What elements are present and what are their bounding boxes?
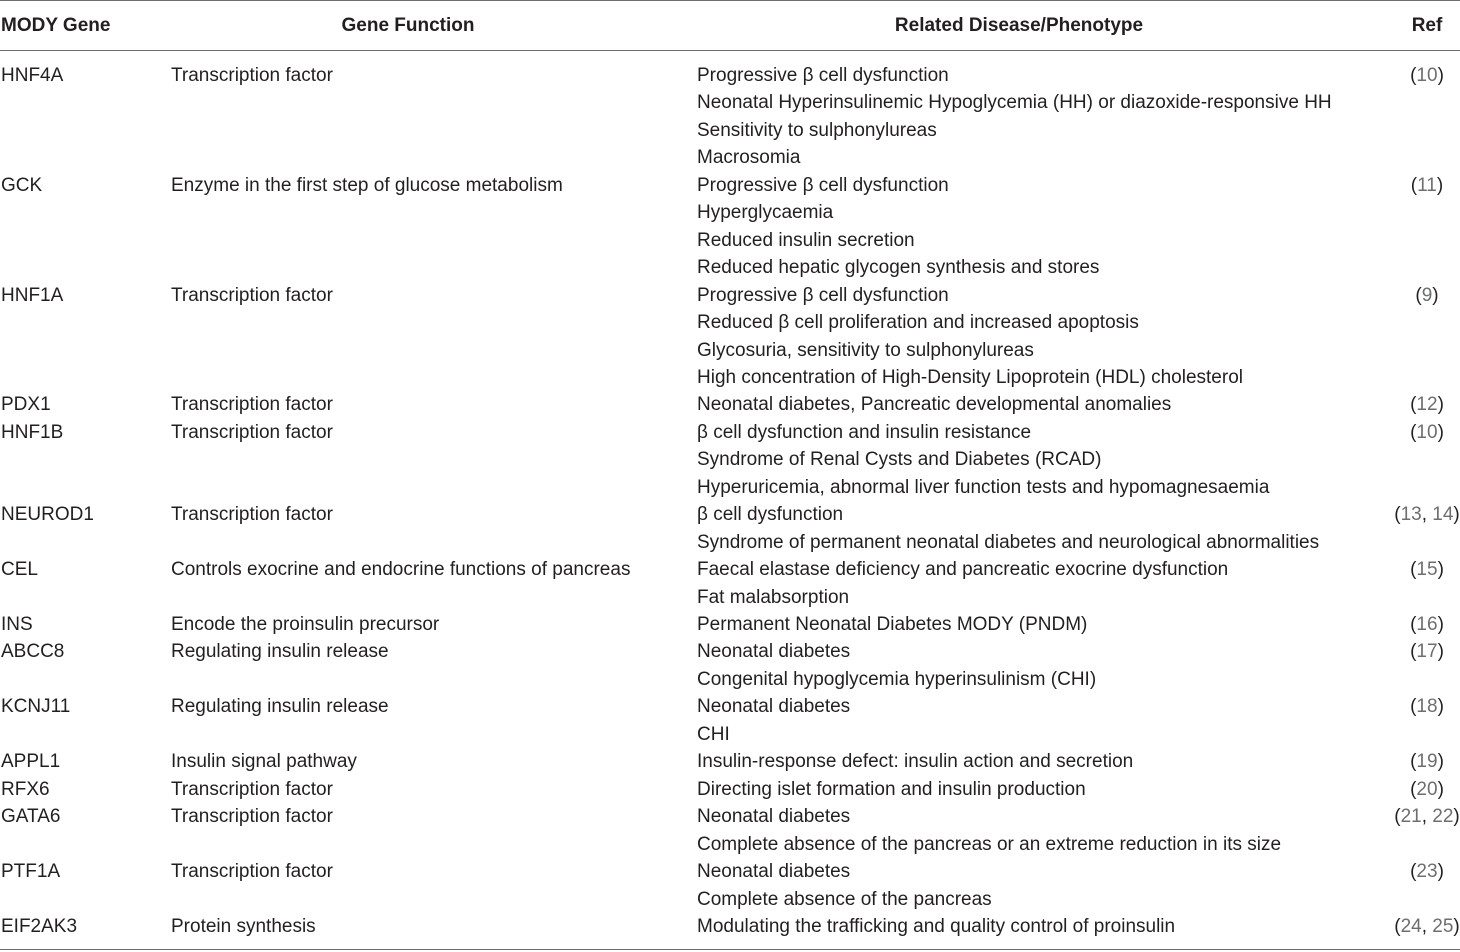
function-cell: Encode the proinsulin precursor <box>171 614 440 635</box>
ref-cell: (15) <box>1410 559 1444 581</box>
reference-link[interactable]: 18 <box>1416 696 1438 718</box>
disease-line: Permanent Neonatal Diabetes MODY (PNDM) <box>697 614 1088 635</box>
disease-line: Congenital hypoglycemia hyperinsulinism (CHI) <box>697 668 1097 690</box>
disease-line: Fat malabsorption <box>697 586 850 608</box>
disease-line: Neonatal diabetes <box>697 696 851 718</box>
gene-cell: KCNJ11 <box>1 696 71 718</box>
ref-cell: (23) <box>1410 861 1444 883</box>
disease-line: High concentration of High-Density Lipoprotein (HDL) cholesterol <box>697 366 1243 388</box>
ref-cell: (16) <box>1410 614 1444 635</box>
disease-line: Reduced β cell proliferation and increased apoptosis <box>697 312 1139 334</box>
disease-line: Progressive β cell dysfunction <box>697 284 949 306</box>
ref-cell: (9) <box>1415 284 1439 306</box>
disease-line: Sensitivity to sulphonylureas <box>697 119 937 141</box>
gene-cell: PTF1A <box>1 861 61 883</box>
function-cell: Transcription factor <box>171 778 333 800</box>
function-cell: Regulating insulin release <box>171 696 389 718</box>
function-cell: Transcription factor <box>171 394 333 416</box>
disease-line: Neonatal Hyperinsulinemic Hypoglycemia (HH) or diazoxide-responsive HH <box>697 92 1332 114</box>
header-ref: Ref <box>1411 15 1443 36</box>
reference-link[interactable]: 13 <box>1400 504 1422 526</box>
ref-cell: (17) <box>1410 641 1444 663</box>
disease-line: Complete absence of the pancreas <box>697 888 992 910</box>
reference-link[interactable]: 15 <box>1416 559 1438 581</box>
function-cell: Controls exocrine and endocrine functions of pancreas <box>171 559 631 581</box>
header-related-disease: Related Disease/Phenotype <box>894 15 1144 36</box>
disease-line: Faecal elastase deficiency and pancreatic exocrine dysfunction <box>697 559 1229 581</box>
bottom-rule <box>0 949 1460 950</box>
function-cell: Enzyme in the first step of glucose metabolism <box>171 174 563 196</box>
ref-cell: (21, 22) <box>1394 806 1460 828</box>
ref-cell: (10) <box>1410 65 1444 86</box>
disease-line: Neonatal diabetes <box>697 641 851 663</box>
disease-line: Syndrome of permanent neonatal diabetes and neurological abnormalities <box>697 531 1320 553</box>
reference-link[interactable]: 19 <box>1416 751 1438 773</box>
gene-cell: HNF4A <box>1 65 64 86</box>
gene-cell: ABCC8 <box>1 641 65 663</box>
function-cell: Transcription factor <box>171 421 333 443</box>
disease-line: Complete absence of the pancreas or an extreme reduction in its size <box>697 833 1282 855</box>
reference-link[interactable]: 16 <box>1416 614 1438 635</box>
reference-link[interactable]: 21 <box>1400 806 1422 828</box>
reference-link[interactable]: 17 <box>1416 641 1438 663</box>
disease-line: Neonatal diabetes <box>697 806 851 828</box>
disease-line: Neonatal diabetes, Pancreatic developmental anomalies <box>697 394 1172 416</box>
reference-link[interactable]: 11 <box>1417 174 1437 196</box>
disease-line: Macrosomia <box>697 147 801 169</box>
reference-link[interactable]: 12 <box>1416 394 1438 416</box>
header-gene-function: Gene Function <box>341 15 475 36</box>
function-cell: Transcription factor <box>171 861 333 883</box>
disease-line: Insulin-response defect: insulin action and secretion <box>697 751 1134 773</box>
gene-cell: GCK <box>1 174 43 196</box>
function-cell: Regulating insulin release <box>171 641 389 663</box>
function-cell: Transcription factor <box>171 504 333 526</box>
disease-line: Directing islet formation and insulin production <box>697 778 1086 800</box>
disease-line: β cell dysfunction and insulin resistance <box>697 421 1032 443</box>
disease-line: Progressive β cell dysfunction <box>697 65 949 86</box>
ref-cell: (12) <box>1410 394 1444 416</box>
gene-cell: GATA6 <box>1 806 61 828</box>
reference-link[interactable]: 20 <box>1416 778 1438 800</box>
disease-line: CHI <box>697 723 730 745</box>
ref-cell: (11) <box>1410 174 1444 196</box>
reference-link[interactable]: 23 <box>1416 861 1438 883</box>
gene-cell: CEL <box>1 559 38 581</box>
ref-cell: (13, 14) <box>1394 504 1460 526</box>
gene-cell: APPL1 <box>1 751 61 773</box>
disease-line: Glycosuria, sensitivity to sulphonylureas <box>697 339 1034 361</box>
gene-cell: EIF2AK3 <box>1 915 78 937</box>
gene-cell: HNF1A <box>1 284 64 306</box>
disease-line: Syndrome of Renal Cysts and Diabetes (RCAD) <box>697 449 1102 471</box>
gene-cell: INS <box>1 614 33 635</box>
function-cell: Transcription factor <box>171 284 333 306</box>
reference-link[interactable]: 14 <box>1432 504 1454 526</box>
function-cell: Insulin signal pathway <box>171 751 357 773</box>
disease-line: Reduced insulin secretion <box>697 229 915 251</box>
ref-cell: (24, 25) <box>1394 915 1460 937</box>
disease-line: Hyperuricemia, abnormal liver function tests and hypomagnesaemia <box>697 476 1270 498</box>
ref-cell: (10) <box>1410 421 1444 443</box>
ref-cell: (18) <box>1410 696 1444 718</box>
disease-line: β cell dysfunction <box>697 504 844 526</box>
disease-line: Hyperglycaemia <box>697 202 834 224</box>
function-cell: Protein synthesis <box>171 915 316 937</box>
gene-cell: RFX6 <box>1 778 50 800</box>
top-rule <box>0 0 1460 1</box>
reference-link[interactable]: 9 <box>1421 284 1433 306</box>
disease-line: Progressive β cell dysfunction <box>697 174 949 196</box>
gene-cell: HNF1B <box>1 421 64 443</box>
gene-cell: PDX1 <box>1 394 51 416</box>
header-mody-gene: MODY Gene <box>1 15 111 36</box>
function-cell: Transcription factor <box>171 65 333 86</box>
disease-line: Modulating the trafficking and quality control of proinsulin <box>697 915 1176 937</box>
ref-cell: (19) <box>1410 751 1444 773</box>
reference-link[interactable]: 25 <box>1432 915 1454 937</box>
reference-link[interactable]: 10 <box>1416 65 1438 86</box>
reference-link[interactable]: 10 <box>1416 421 1438 443</box>
disease-line: Reduced hepatic glycogen synthesis and stores <box>697 257 1100 279</box>
header-rule <box>0 50 1460 51</box>
reference-link[interactable]: 24 <box>1400 915 1422 937</box>
disease-line: Neonatal diabetes <box>697 861 851 883</box>
gene-cell: NEUROD1 <box>1 504 94 526</box>
reference-link[interactable]: 22 <box>1432 806 1454 828</box>
ref-cell: (20) <box>1410 778 1444 800</box>
function-cell: Transcription factor <box>171 806 333 828</box>
